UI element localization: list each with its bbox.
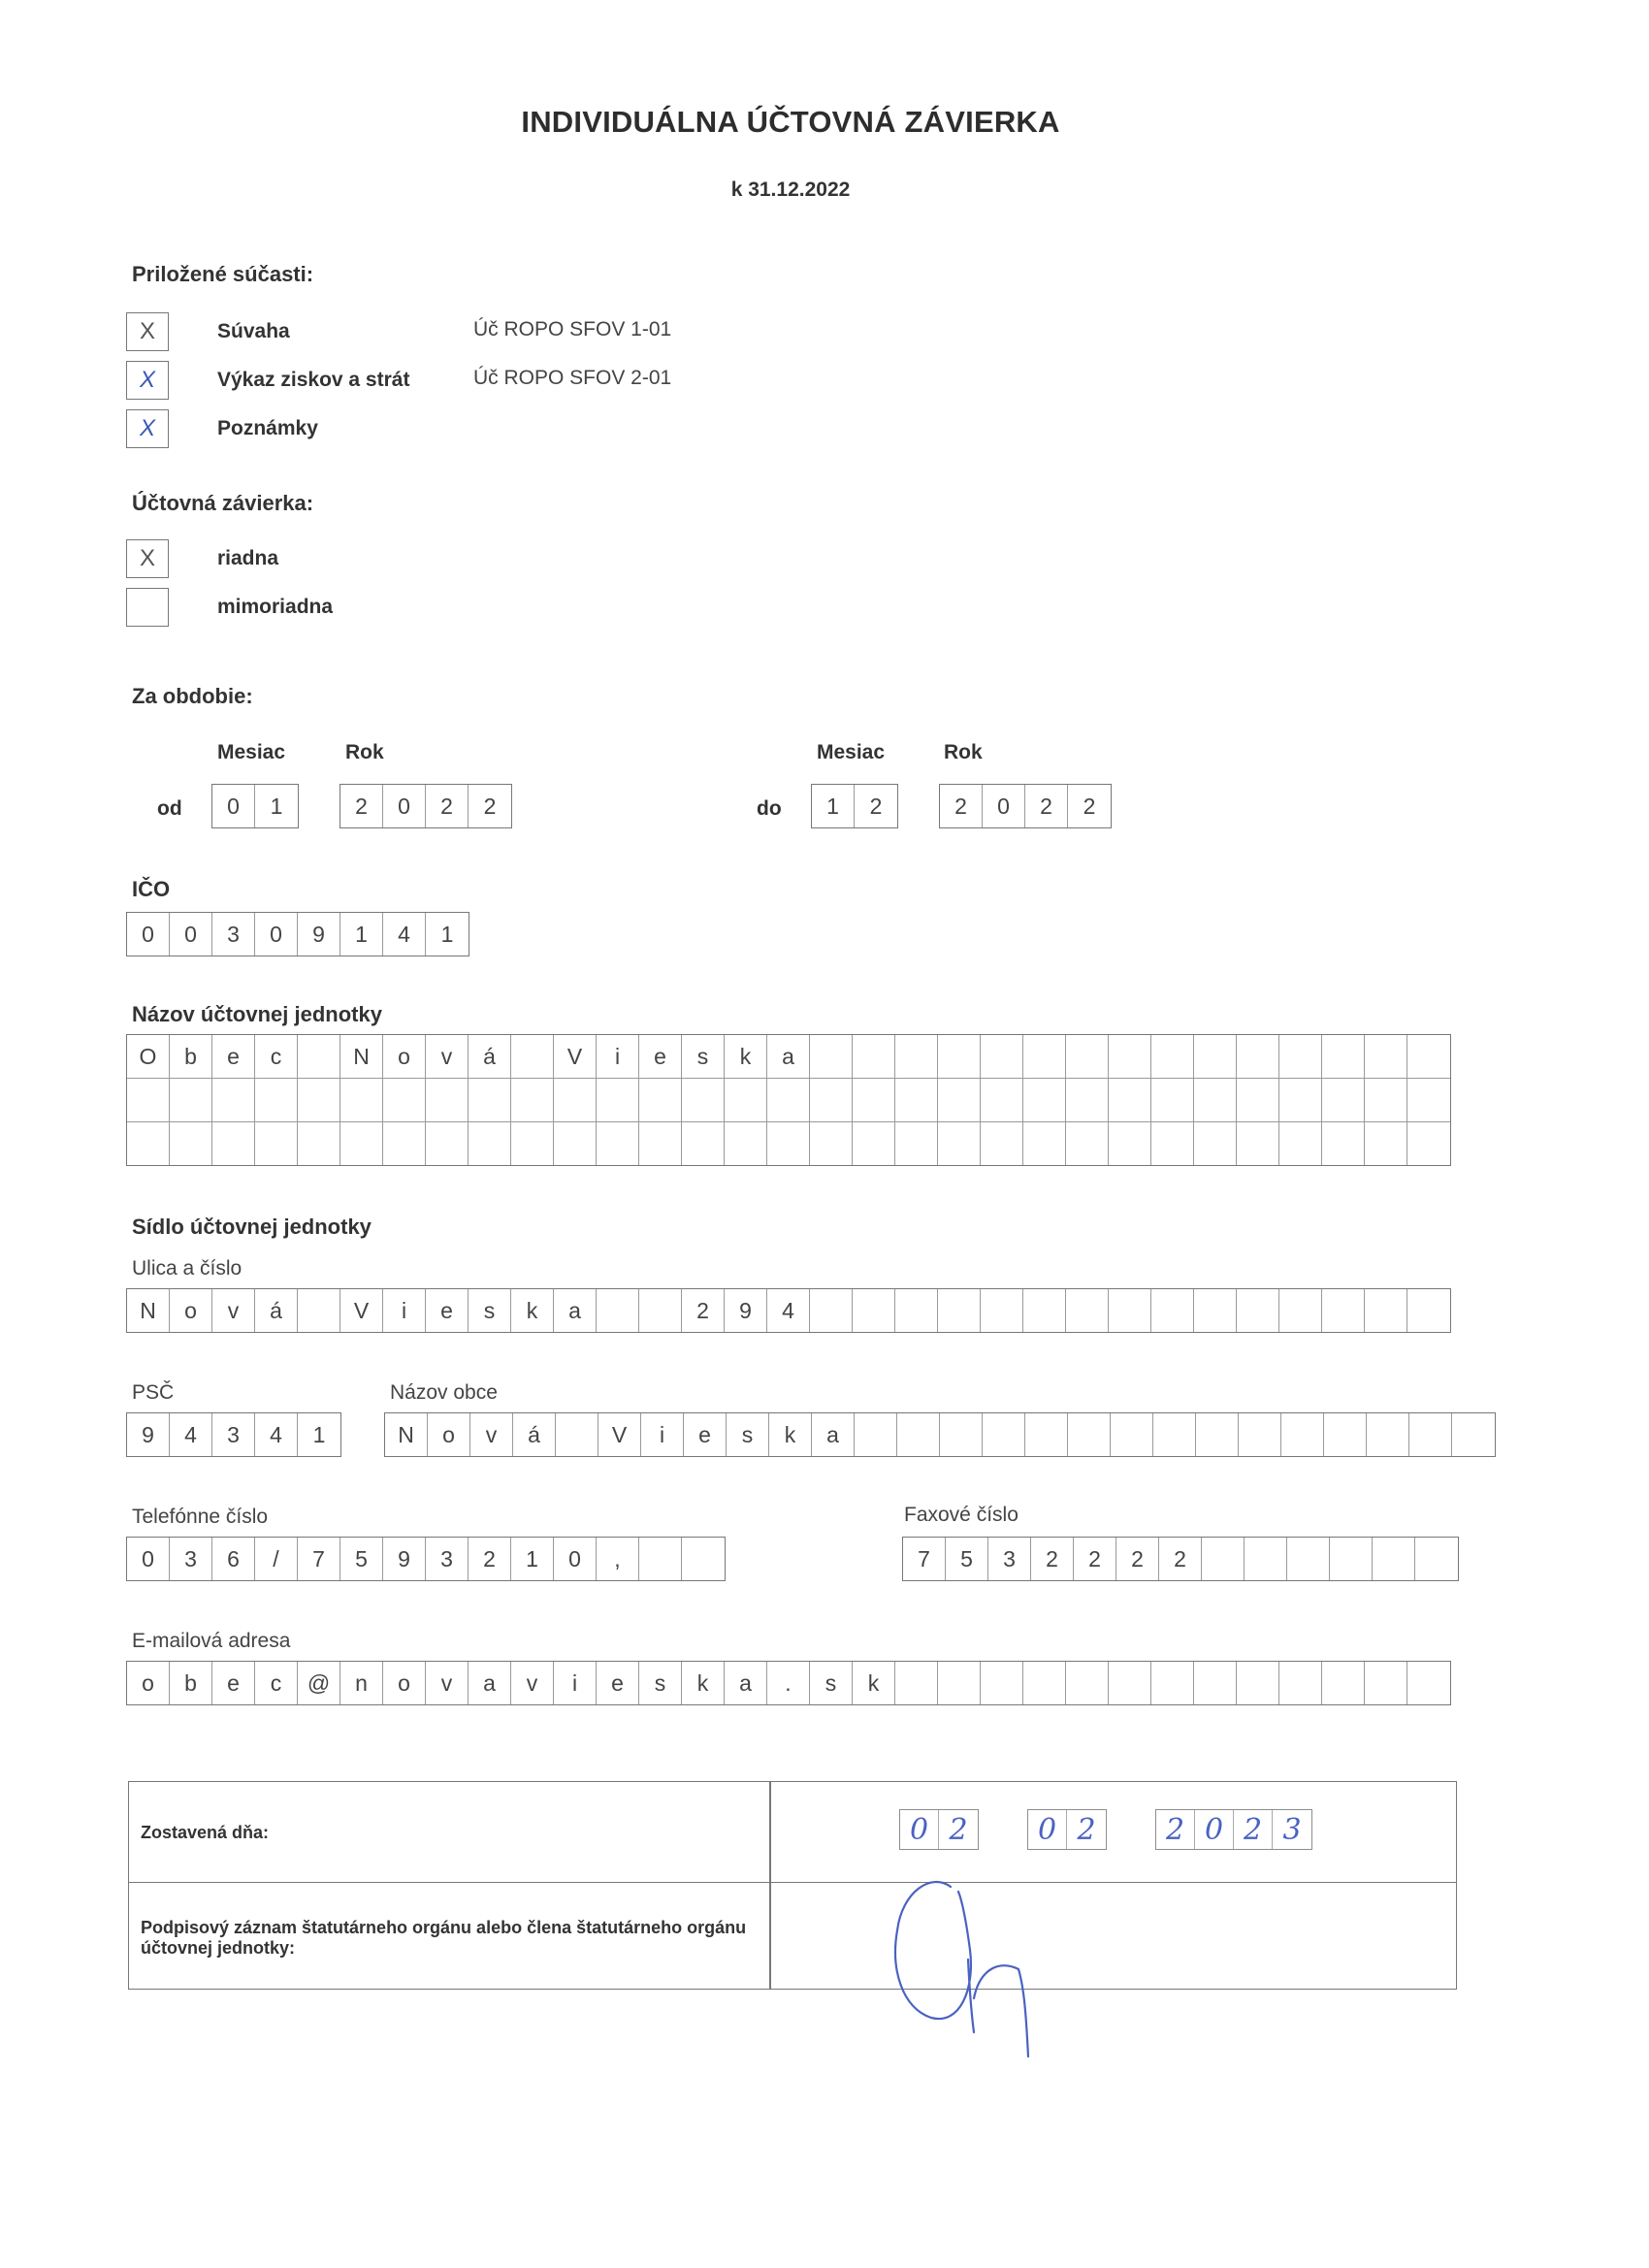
entity-name-char-cell: [1279, 1035, 1322, 1078]
city-char-cell: [1281, 1413, 1324, 1456]
compiled-day-field[interactable]: [899, 1809, 979, 1850]
to-year-label: Rok: [944, 741, 983, 763]
street-field[interactable]: [126, 1288, 1451, 1333]
entity-name-char-cell: [597, 1122, 639, 1165]
entity-name-char-cell: [1066, 1079, 1109, 1121]
ico-digit-cell: 0: [170, 913, 212, 956]
entity-name-char-cell: [895, 1079, 938, 1121]
entity-name-char-cell: [426, 1079, 469, 1121]
ico-digit-cell: 0: [127, 913, 170, 956]
email-char-cell: k: [682, 1662, 725, 1704]
city-char-cell: [1025, 1413, 1068, 1456]
email-field[interactable]: [126, 1661, 1451, 1705]
entity-name-char-cell: [1407, 1079, 1450, 1121]
entity-name-char-cell: [1066, 1122, 1109, 1165]
street-char-cell: [298, 1289, 340, 1332]
city-char-cell: [1452, 1413, 1495, 1456]
street-char-cell: [1365, 1289, 1407, 1332]
email-char-cell: o: [383, 1662, 426, 1704]
entity-name-char-cell: [682, 1122, 725, 1165]
code-vykaz: Úč ROPO SFOV 2-01: [473, 367, 672, 389]
email-char-cell: e: [212, 1662, 255, 1704]
street-char-cell: á: [255, 1289, 298, 1332]
psc-digit-cell: 4: [255, 1413, 298, 1456]
fax-char-cell: [1330, 1538, 1373, 1580]
label-riadna: riadna: [217, 547, 279, 569]
entity-name-row: [127, 1079, 1450, 1122]
entity-name-char-cell: [639, 1122, 682, 1165]
psc-field[interactable]: [126, 1412, 341, 1457]
entity-name-char-cell: [255, 1122, 298, 1165]
entity-name-char-cell: [127, 1079, 170, 1121]
entity-name-char-cell: v: [426, 1035, 469, 1078]
entity-name-char-cell: [340, 1079, 383, 1121]
entity-name-char-cell: [639, 1079, 682, 1121]
email-char-cell: n: [340, 1662, 383, 1704]
entity-name-char-cell: [853, 1122, 895, 1165]
entity-name-char-cell: [1279, 1122, 1322, 1165]
entity-name-char-cell: [810, 1122, 853, 1165]
entity-name-char-cell: o: [383, 1035, 426, 1078]
entity-name-char-cell: [212, 1079, 255, 1121]
checkbox-suvaha[interactable]: X: [126, 312, 169, 351]
street-char-cell: i: [383, 1289, 426, 1332]
entity-name-char-cell: [597, 1079, 639, 1121]
entity-name-char-cell: [938, 1035, 981, 1078]
entity-name-char-cell: [554, 1079, 597, 1121]
phone-char-cell: 0: [554, 1538, 597, 1580]
phone-char-cell: /: [255, 1538, 298, 1580]
email-char-cell: [1066, 1662, 1109, 1704]
entity-name-row: [127, 1035, 1450, 1079]
entity-name-char-cell: [1322, 1122, 1365, 1165]
entity-name-char-cell: [1023, 1035, 1066, 1078]
city-char-cell: [1409, 1413, 1452, 1456]
psc-digit-cell: 4: [170, 1413, 212, 1456]
entity-name-char-cell: [1109, 1079, 1151, 1121]
entity-name-char-cell: [554, 1122, 597, 1165]
entity-name-char-cell: [1407, 1035, 1450, 1078]
city-char-cell: [1367, 1413, 1409, 1456]
handwritten-digit: 2: [1077, 1812, 1096, 1847]
fax-char-cell: 2: [1074, 1538, 1116, 1580]
phone-char-cell: 3: [426, 1538, 469, 1580]
psc-label: PSČ: [132, 1381, 175, 1404]
entity-name-char-cell: N: [340, 1035, 383, 1078]
from-month-field[interactable]: [211, 784, 299, 828]
email-char-cell: [1109, 1662, 1151, 1704]
ico-digit-cell: 0: [255, 913, 298, 956]
entity-name-char-cell: [1237, 1122, 1279, 1165]
entity-name-char-cell: [1237, 1079, 1279, 1121]
digit-cell: 0: [983, 785, 1025, 827]
street-char-cell: [938, 1289, 981, 1332]
entity-name-char-cell: [469, 1122, 511, 1165]
components-heading: Priložené súčasti:: [132, 262, 314, 286]
fax-char-cell: [1245, 1538, 1287, 1580]
street-char-cell: k: [511, 1289, 554, 1332]
entity-name-field[interactable]: [126, 1034, 1451, 1166]
to-month-field[interactable]: [811, 784, 898, 828]
entity-name-char-cell: [469, 1079, 511, 1121]
entity-name-char-cell: [1279, 1079, 1322, 1121]
entity-name-char-cell: [170, 1079, 212, 1121]
city-char-cell: [983, 1413, 1025, 1456]
city-char-cell: [556, 1413, 598, 1456]
entity-name-char-cell: [511, 1079, 554, 1121]
phone-char-cell: [639, 1538, 682, 1580]
street-char-cell: [639, 1289, 682, 1332]
checkbox-mimoriadna[interactable]: [126, 588, 169, 627]
entity-name-char-cell: [1237, 1035, 1279, 1078]
street-char-cell: e: [426, 1289, 469, 1332]
entity-name-char-cell: [298, 1079, 340, 1121]
entity-name-char-cell: [938, 1079, 981, 1121]
entity-name-char-cell: c: [255, 1035, 298, 1078]
entity-name-char-cell: [383, 1122, 426, 1165]
from-year-label: Rok: [345, 741, 384, 763]
entity-name-char-cell: [1322, 1035, 1365, 1078]
entity-name-char-cell: [1194, 1035, 1237, 1078]
entity-name-char-cell: [682, 1079, 725, 1121]
street-char-cell: [1194, 1289, 1237, 1332]
fax-char-cell: 7: [903, 1538, 946, 1580]
digit-cell: 1: [812, 785, 855, 827]
handwritten-digit: 2: [949, 1812, 968, 1847]
to-month-label: Mesiac: [817, 741, 886, 763]
digit-cell: 2: [869, 793, 883, 819]
email-char-cell: [1279, 1662, 1322, 1704]
label-suvaha: Súvaha: [217, 320, 290, 342]
phone-label: Telefónne číslo: [132, 1506, 269, 1528]
digit-cell: 0: [383, 785, 426, 827]
entity-name-char-cell: [981, 1035, 1023, 1078]
label-mimoriadna: mimoriadna: [217, 596, 334, 618]
sign-label: Podpisový záznam štatutárneho orgánu alebo člena štatutárneho orgánu účtovnej jednotky:: [141, 1918, 747, 1958]
entity-name-char-cell: [1322, 1079, 1365, 1121]
entity-name-char-cell: e: [212, 1035, 255, 1078]
email-char-cell: [1023, 1662, 1066, 1704]
entity-name-char-cell: [1109, 1122, 1151, 1165]
entity-name-char-cell: [725, 1122, 767, 1165]
street-char-cell: 2: [682, 1289, 725, 1332]
street-char-cell: 9: [725, 1289, 767, 1332]
digit-cell: 2: [940, 785, 983, 827]
digit-cell: 0: [212, 785, 255, 827]
digit-cell: 2: [1083, 793, 1096, 819]
psc-digit-cell: 3: [212, 1413, 255, 1456]
email-char-cell: [1237, 1662, 1279, 1704]
checkbox-riadna[interactable]: X: [126, 539, 169, 578]
entity-name-char-cell: [853, 1035, 895, 1078]
entity-name-char-cell: [938, 1122, 981, 1165]
city-char-cell: V: [598, 1413, 641, 1456]
ico-digit-cell: 4: [383, 913, 426, 956]
city-char-cell: e: [684, 1413, 727, 1456]
street-char-cell: V: [340, 1289, 383, 1332]
entity-name-char-cell: [767, 1122, 810, 1165]
email-char-cell: s: [810, 1662, 853, 1704]
phone-char-cell: 9: [383, 1538, 426, 1580]
compiled-label: Zostavená dňa:: [141, 1823, 270, 1842]
email-char-cell: k: [853, 1662, 895, 1704]
entity-name-label: Názov účtovnej jednotky: [132, 1002, 382, 1026]
email-char-cell: [895, 1662, 938, 1704]
fax-char-cell: [1415, 1538, 1458, 1580]
street-char-cell: [1237, 1289, 1279, 1332]
handwritten-digit: 3: [1282, 1812, 1302, 1847]
to-label: do: [757, 797, 782, 820]
checkbox-vykaz[interactable]: X: [126, 361, 169, 400]
digit-cell: 2: [340, 785, 383, 827]
entity-name-char-cell: V: [554, 1035, 597, 1078]
city-char-cell: [1196, 1413, 1239, 1456]
phone-char-cell: [682, 1538, 725, 1580]
phone-char-cell: 6: [212, 1538, 255, 1580]
street-char-cell: [1023, 1289, 1066, 1332]
phone-char-cell: 0: [127, 1538, 170, 1580]
email-char-cell: a: [725, 1662, 767, 1704]
psc-digit-cell: 1: [312, 1421, 326, 1447]
street-char-cell: [1407, 1289, 1450, 1332]
entity-name-char-cell: k: [725, 1035, 767, 1078]
statement-heading: Účtovná závierka:: [132, 491, 314, 515]
phone-char-cell: 7: [298, 1538, 340, 1580]
entity-name-char-cell: [1194, 1079, 1237, 1121]
entity-name-char-cell: [298, 1122, 340, 1165]
entity-name-char-cell: [1365, 1122, 1407, 1165]
city-char-cell: N: [385, 1413, 428, 1456]
entity-name-char-cell: [767, 1079, 810, 1121]
email-char-cell: s: [639, 1662, 682, 1704]
entity-name-char-cell: á: [469, 1035, 511, 1078]
signature-table: [128, 1781, 1457, 1990]
handwritten-digit: 2: [1156, 1810, 1195, 1849]
entity-name-char-cell: i: [597, 1035, 639, 1078]
period-heading: Za obdobie:: [132, 684, 253, 708]
phone-field[interactable]: [126, 1537, 726, 1581]
fax-char-cell: [1373, 1538, 1415, 1580]
street-char-cell: [597, 1289, 639, 1332]
statement-date: k 31.12.2022: [730, 178, 851, 201]
fax-char-cell: [1202, 1538, 1245, 1580]
entity-name-char-cell: [340, 1122, 383, 1165]
entity-name-char-cell: [170, 1122, 212, 1165]
entity-name-char-cell: [383, 1079, 426, 1121]
checkbox-poznamky[interactable]: X: [126, 409, 169, 448]
signature-image: [873, 1863, 1067, 2066]
ico-digit-cell: 9: [298, 913, 340, 956]
city-label: Názov obce: [390, 1381, 498, 1404]
email-char-cell: a: [469, 1662, 511, 1704]
digit-cell: 1: [270, 793, 283, 819]
entity-name-char-cell: b: [170, 1035, 212, 1078]
email-char-cell: [1407, 1662, 1450, 1704]
from-month-label: Mesiac: [217, 741, 286, 763]
email-char-cell: e: [597, 1662, 639, 1704]
city-field[interactable]: [384, 1412, 1496, 1457]
entity-name-char-cell: [981, 1122, 1023, 1165]
digit-cell: 2: [483, 793, 497, 819]
from-year-field[interactable]: [340, 784, 512, 828]
fax-char-cell: [1287, 1538, 1330, 1580]
ico-digit-cell: 1: [440, 921, 454, 947]
digit-cell: 2: [426, 785, 469, 827]
ico-label: IČO: [132, 877, 171, 901]
phone-char-cell: 5: [340, 1538, 383, 1580]
email-char-cell: .: [767, 1662, 810, 1704]
entity-name-char-cell: [511, 1035, 554, 1078]
street-char-cell: o: [170, 1289, 212, 1332]
email-char-cell: [938, 1662, 981, 1704]
city-char-cell: [1111, 1413, 1153, 1456]
email-char-cell: v: [426, 1662, 469, 1704]
page-title: INDIVIDUÁLNA ÚČTOVNÁ ZÁVIERKA: [521, 105, 1060, 139]
ico-digit-cell: 3: [212, 913, 255, 956]
street-char-cell: N: [127, 1289, 170, 1332]
entity-name-char-cell: [895, 1035, 938, 1078]
handwritten-digit: 0: [1195, 1810, 1234, 1849]
street-char-cell: [853, 1289, 895, 1332]
label-vykaz: Výkaz ziskov a strát: [217, 369, 410, 391]
entity-name-char-cell: [511, 1122, 554, 1165]
street-char-cell: [810, 1289, 853, 1332]
fax-char-cell: 5: [946, 1538, 988, 1580]
city-char-cell: [855, 1413, 897, 1456]
compiled-month-field[interactable]: [1027, 1809, 1107, 1850]
fax-char-cell: 2: [1031, 1538, 1074, 1580]
fax-char-cell: 2: [1159, 1538, 1202, 1580]
entity-name-char-cell: [981, 1079, 1023, 1121]
email-label: E-mailová adresa: [132, 1630, 291, 1652]
email-char-cell: [1151, 1662, 1194, 1704]
city-char-cell: [940, 1413, 983, 1456]
phone-char-cell: 1: [511, 1538, 554, 1580]
email-char-cell: v: [511, 1662, 554, 1704]
entity-name-char-cell: [212, 1122, 255, 1165]
city-char-cell: s: [727, 1413, 769, 1456]
entity-name-char-cell: [725, 1079, 767, 1121]
city-char-cell: [1068, 1413, 1111, 1456]
city-char-cell: á: [513, 1413, 556, 1456]
entity-name-char-cell: [1151, 1035, 1194, 1078]
entity-name-char-cell: [895, 1122, 938, 1165]
city-char-cell: [1239, 1413, 1281, 1456]
email-char-cell: b: [170, 1662, 212, 1704]
label-poznamky: Poznámky: [217, 417, 318, 439]
entity-name-char-cell: s: [682, 1035, 725, 1078]
street-char-cell: s: [469, 1289, 511, 1332]
phone-char-cell: 3: [170, 1538, 212, 1580]
city-char-cell: k: [769, 1413, 812, 1456]
street-char-cell: [1279, 1289, 1322, 1332]
seat-label: Sídlo účtovnej jednotky: [132, 1215, 372, 1239]
entity-name-char-cell: [1109, 1035, 1151, 1078]
handwritten-digit: 2: [1234, 1810, 1273, 1849]
phone-char-cell: 2: [469, 1538, 511, 1580]
email-char-cell: [1365, 1662, 1407, 1704]
email-char-cell: [981, 1662, 1023, 1704]
city-char-cell: [1324, 1413, 1367, 1456]
fax-char-cell: 2: [1116, 1538, 1159, 1580]
entity-name-char-cell: e: [639, 1035, 682, 1078]
entity-name-char-cell: [853, 1079, 895, 1121]
entity-name-char-cell: [810, 1079, 853, 1121]
entity-name-char-cell: [1407, 1122, 1450, 1165]
fax-char-cell: 3: [988, 1538, 1031, 1580]
email-char-cell: o: [127, 1662, 170, 1704]
entity-name-char-cell: [255, 1079, 298, 1121]
ico-field[interactable]: [126, 912, 469, 956]
entity-name-char-cell: [1365, 1035, 1407, 1078]
street-char-cell: 4: [767, 1289, 810, 1332]
street-char-cell: v: [212, 1289, 255, 1332]
city-char-cell: a: [812, 1413, 855, 1456]
table-divider: [769, 1782, 771, 1989]
entity-name-char-cell: [810, 1035, 853, 1078]
city-char-cell: v: [470, 1413, 513, 1456]
entity-name-char-cell: [426, 1122, 469, 1165]
email-char-cell: [1194, 1662, 1237, 1704]
entity-name-char-cell: [1066, 1035, 1109, 1078]
entity-name-char-cell: [1151, 1122, 1194, 1165]
code-suvaha: Úč ROPO SFOV 1-01: [473, 318, 672, 340]
email-char-cell: @: [298, 1662, 340, 1704]
entity-name-row: [127, 1122, 1450, 1165]
fax-field[interactable]: [902, 1537, 1459, 1581]
entity-name-char-cell: [298, 1035, 340, 1078]
entity-name-char-cell: [1151, 1079, 1194, 1121]
street-char-cell: [1066, 1289, 1109, 1332]
entity-name-char-cell: [1365, 1079, 1407, 1121]
handwritten-digit: 0: [1028, 1810, 1067, 1849]
email-char-cell: c: [255, 1662, 298, 1704]
ico-digit-cell: 1: [340, 913, 383, 956]
fax-label: Faxové číslo: [904, 1504, 1018, 1526]
email-char-cell: [1322, 1662, 1365, 1704]
city-char-cell: o: [428, 1413, 470, 1456]
city-char-cell: i: [641, 1413, 684, 1456]
to-year-field[interactable]: [939, 784, 1112, 828]
digit-cell: 2: [1025, 785, 1068, 827]
email-char-cell: i: [554, 1662, 597, 1704]
entity-name-char-cell: a: [767, 1035, 810, 1078]
entity-name-char-cell: [127, 1122, 170, 1165]
street-char-cell: [981, 1289, 1023, 1332]
entity-name-char-cell: [1194, 1122, 1237, 1165]
entity-name-char-cell: O: [127, 1035, 170, 1078]
street-label: Ulica a číslo: [132, 1257, 242, 1280]
street-char-cell: a: [554, 1289, 597, 1332]
street-char-cell: [1322, 1289, 1365, 1332]
street-char-cell: [1109, 1289, 1151, 1332]
entity-name-char-cell: [1023, 1122, 1066, 1165]
city-char-cell: [897, 1413, 940, 1456]
street-char-cell: [895, 1289, 938, 1332]
psc-digit-cell: 9: [127, 1413, 170, 1456]
from-label: od: [157, 797, 182, 820]
phone-char-cell: ,: [597, 1538, 639, 1580]
entity-name-char-cell: [1023, 1079, 1066, 1121]
handwritten-digit: 0: [900, 1810, 939, 1849]
compiled-year-field[interactable]: [1155, 1809, 1312, 1850]
street-char-cell: [1151, 1289, 1194, 1332]
city-char-cell: [1153, 1413, 1196, 1456]
